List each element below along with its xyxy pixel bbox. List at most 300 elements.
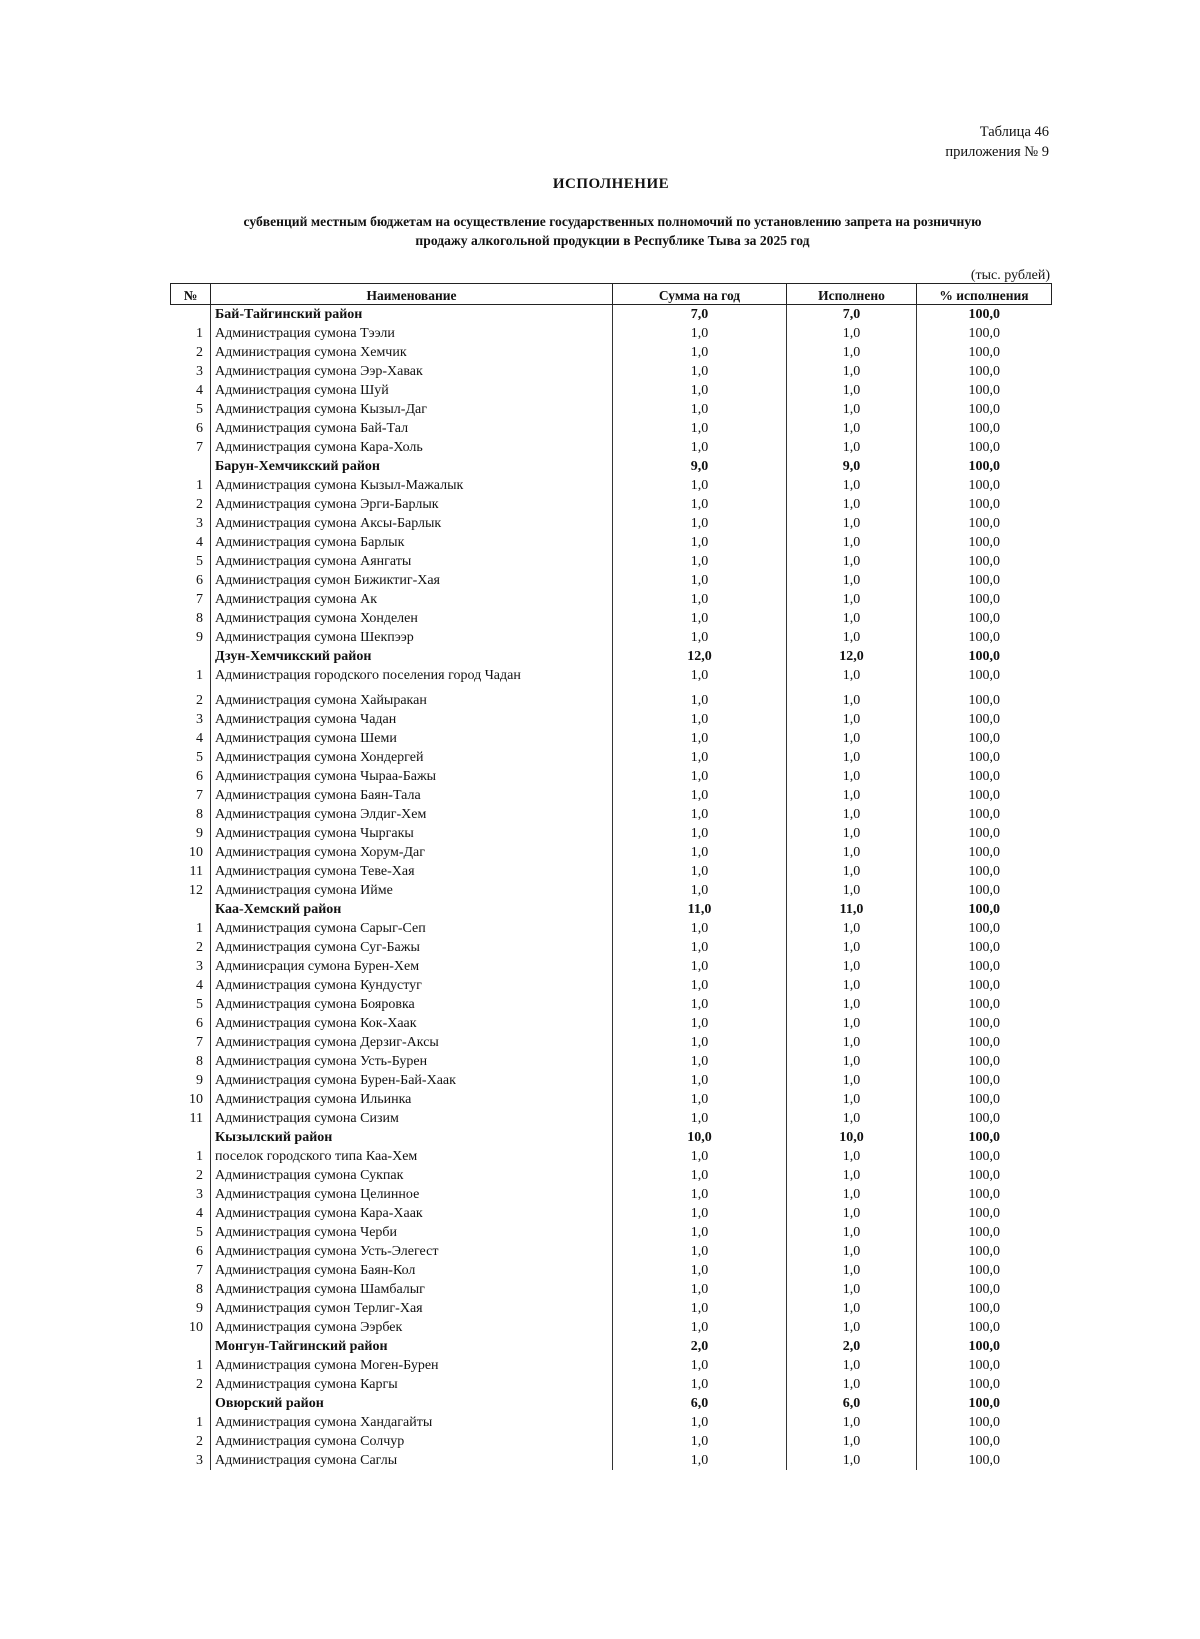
table-row <box>171 786 1052 805</box>
row-done: 1,0 <box>787 1014 917 1033</box>
row-percent: 100,0 <box>917 476 1052 495</box>
row-name: Монгун-Тайгинский район <box>211 1337 613 1356</box>
row-number <box>171 1394 211 1413</box>
row-done: 1,0 <box>787 1318 917 1337</box>
row-done: 1,0 <box>787 1204 917 1223</box>
row-number <box>171 1337 211 1356</box>
row-number: 3 <box>171 514 211 533</box>
table-row <box>171 1318 1052 1337</box>
row-done: 7,0 <box>787 305 917 325</box>
row-name: Администрация сумона Усть-Элегест <box>211 1242 613 1261</box>
table-row <box>171 1242 1052 1261</box>
table-row <box>171 1223 1052 1242</box>
row-sum: 1,0 <box>613 1166 787 1185</box>
table-row <box>171 748 1052 767</box>
row-percent: 100,0 <box>917 1014 1052 1033</box>
row-number: 1 <box>171 1147 211 1166</box>
row-done: 1,0 <box>787 1451 917 1470</box>
row-number: 8 <box>171 609 211 628</box>
row-name: Каа-Хемский район <box>211 900 613 919</box>
row-sum: 1,0 <box>613 1033 787 1052</box>
execution-table <box>170 283 1052 1470</box>
table-row <box>171 1413 1052 1432</box>
row-number: 5 <box>171 995 211 1014</box>
table-row <box>171 628 1052 647</box>
row-done: 1,0 <box>787 1280 917 1299</box>
row-sum: 1,0 <box>613 710 787 729</box>
row-done: 1,0 <box>787 362 917 381</box>
row-number: 6 <box>171 419 211 438</box>
row-percent: 100,0 <box>917 552 1052 571</box>
row-sum: 1,0 <box>613 1413 787 1432</box>
row-name: Администрация сумон Терлиг-Хая <box>211 1299 613 1318</box>
row-number: 1 <box>171 666 211 691</box>
row-done: 1,0 <box>787 1185 917 1204</box>
column-header-percent: % исполнения <box>917 284 1052 305</box>
table-row <box>171 419 1052 438</box>
row-done: 1,0 <box>787 1052 917 1071</box>
row-sum: 1,0 <box>613 438 787 457</box>
row-name: Администрация сумона Чыргакы <box>211 824 613 843</box>
row-name: Администрация сумона Теве-Хая <box>211 862 613 881</box>
row-done: 1,0 <box>787 419 917 438</box>
row-sum: 1,0 <box>613 324 787 343</box>
row-name: Администрация сумона Хандагайты <box>211 1413 613 1432</box>
row-done: 1,0 <box>787 1413 917 1432</box>
column-header-sum: Сумма на год <box>613 284 787 305</box>
row-done: 1,0 <box>787 1223 917 1242</box>
row-percent: 100,0 <box>917 786 1052 805</box>
row-sum: 1,0 <box>613 824 787 843</box>
row-number: 9 <box>171 1299 211 1318</box>
row-done: 1,0 <box>787 1432 917 1451</box>
appendix-number: приложения № 9 <box>945 144 1049 160</box>
row-name: Администрация сумона Шекпээр <box>211 628 613 647</box>
subtitle-line-2: продажу алкогольной продукции в Республике Тыва за 2025 год <box>415 233 810 248</box>
row-sum: 1,0 <box>613 495 787 514</box>
row-percent: 100,0 <box>917 1109 1052 1128</box>
table-row <box>171 533 1052 552</box>
row-done: 1,0 <box>787 438 917 457</box>
table-row <box>171 1052 1052 1071</box>
row-sum: 1,0 <box>613 729 787 748</box>
row-number: 4 <box>171 729 211 748</box>
table-row <box>171 609 1052 628</box>
row-number: 1 <box>171 324 211 343</box>
row-number: 8 <box>171 805 211 824</box>
table-row <box>171 805 1052 824</box>
row-sum: 7,0 <box>613 305 787 325</box>
table-row <box>171 995 1052 1014</box>
row-done: 1,0 <box>787 1109 917 1128</box>
table-row <box>171 710 1052 729</box>
row-sum: 1,0 <box>613 976 787 995</box>
row-sum: 1,0 <box>613 343 787 362</box>
row-done: 1,0 <box>787 476 917 495</box>
row-name: Администрация сумона Бурен-Бай-Хаак <box>211 1071 613 1090</box>
table-row <box>171 1375 1052 1394</box>
row-name: Администрация сумона Хайыракан <box>211 691 613 710</box>
table-row <box>171 843 1052 862</box>
row-percent: 100,0 <box>917 571 1052 590</box>
row-number: 1 <box>171 1413 211 1432</box>
row-percent: 100,0 <box>917 957 1052 976</box>
row-done: 1,0 <box>787 1356 917 1375</box>
row-percent: 100,0 <box>917 824 1052 843</box>
row-number: 5 <box>171 748 211 767</box>
row-done: 1,0 <box>787 609 917 628</box>
row-percent: 100,0 <box>917 995 1052 1014</box>
row-percent: 100,0 <box>917 514 1052 533</box>
row-percent: 100,0 <box>917 1318 1052 1337</box>
row-name: Администрация сумона Кок-Хаак <box>211 1014 613 1033</box>
document-title: ИСПОЛНЕНИЕ <box>552 176 670 192</box>
table-row <box>171 438 1052 457</box>
row-done: 1,0 <box>787 976 917 995</box>
row-done: 1,0 <box>787 881 917 900</box>
row-number <box>171 305 211 325</box>
row-number: 6 <box>171 1242 211 1261</box>
row-number <box>171 1128 211 1147</box>
row-name: Администрация сумона Дерзиг-Аксы <box>211 1033 613 1052</box>
table-header-row <box>171 284 1052 305</box>
table-row <box>171 824 1052 843</box>
row-number: 2 <box>171 1432 211 1451</box>
row-sum: 1,0 <box>613 666 787 691</box>
table-row <box>171 881 1052 900</box>
row-name: Администрация сумона Чадан <box>211 710 613 729</box>
row-percent: 100,0 <box>917 900 1052 919</box>
row-name: Администрация сумона Целинное <box>211 1185 613 1204</box>
row-sum: 1,0 <box>613 767 787 786</box>
row-done: 1,0 <box>787 748 917 767</box>
row-number: 10 <box>171 843 211 862</box>
row-name: Администрация сумона Кара-Хаак <box>211 1204 613 1223</box>
row-sum: 1,0 <box>613 1147 787 1166</box>
row-number: 9 <box>171 628 211 647</box>
row-name: Администрация сумона Сукпак <box>211 1166 613 1185</box>
table-row <box>171 514 1052 533</box>
row-number: 2 <box>171 495 211 514</box>
row-name: Администрация сумона Кундустуг <box>211 976 613 995</box>
row-percent: 100,0 <box>917 457 1052 476</box>
row-sum: 1,0 <box>613 862 787 881</box>
row-percent: 100,0 <box>917 691 1052 710</box>
row-percent: 100,0 <box>917 324 1052 343</box>
row-number: 4 <box>171 1204 211 1223</box>
units-label: (тыс. рублей) <box>970 268 1050 283</box>
table-row <box>171 691 1052 710</box>
row-name: Администрация сумона Усть-Бурен <box>211 1052 613 1071</box>
row-name: Администрация сумона Чыраа-Бажы <box>211 767 613 786</box>
row-number <box>171 457 211 476</box>
row-percent: 100,0 <box>917 381 1052 400</box>
row-name: Администрация сумона Баян-Кол <box>211 1261 613 1280</box>
row-number: 11 <box>171 1109 211 1128</box>
row-done: 1,0 <box>787 862 917 881</box>
row-number: 4 <box>171 533 211 552</box>
row-name: Администрация сумона Хонделен <box>211 609 613 628</box>
row-name: Администрация сумона Хорум-Даг <box>211 843 613 862</box>
row-done: 1,0 <box>787 571 917 590</box>
row-sum: 1,0 <box>613 514 787 533</box>
table-row <box>171 1451 1052 1470</box>
row-number: 6 <box>171 571 211 590</box>
row-done: 1,0 <box>787 710 917 729</box>
row-sum: 1,0 <box>613 843 787 862</box>
row-name: Администрация сумона Тээли <box>211 324 613 343</box>
row-percent: 100,0 <box>917 1052 1052 1071</box>
row-name: Администрация сумона Суг-Бажы <box>211 938 613 957</box>
table-row <box>171 1090 1052 1109</box>
row-done: 1,0 <box>787 533 917 552</box>
row-number: 2 <box>171 938 211 957</box>
row-sum: 1,0 <box>613 919 787 938</box>
row-number: 3 <box>171 1185 211 1204</box>
table-row <box>171 400 1052 419</box>
row-done: 9,0 <box>787 457 917 476</box>
row-percent: 100,0 <box>917 1280 1052 1299</box>
table-row <box>171 919 1052 938</box>
row-percent: 100,0 <box>917 400 1052 419</box>
row-sum: 2,0 <box>613 1337 787 1356</box>
row-done: 1,0 <box>787 957 917 976</box>
row-percent: 100,0 <box>917 666 1052 691</box>
row-done: 1,0 <box>787 1375 917 1394</box>
row-percent: 100,0 <box>917 938 1052 957</box>
row-number: 2 <box>171 343 211 362</box>
table-row <box>171 495 1052 514</box>
row-percent: 100,0 <box>917 976 1052 995</box>
row-percent: 100,0 <box>917 1204 1052 1223</box>
table-row <box>171 767 1052 786</box>
row-done: 1,0 <box>787 590 917 609</box>
row-sum: 10,0 <box>613 1128 787 1147</box>
row-percent: 100,0 <box>917 305 1052 325</box>
row-name: Администрация сумона Шеми <box>211 729 613 748</box>
row-sum: 1,0 <box>613 1375 787 1394</box>
row-name: Администрация сумона Барлык <box>211 533 613 552</box>
table-row <box>171 590 1052 609</box>
row-name: поселок городского типа Каа-Хем <box>211 1147 613 1166</box>
table-row <box>171 957 1052 976</box>
row-number: 7 <box>171 1261 211 1280</box>
row-sum: 1,0 <box>613 786 787 805</box>
row-done: 2,0 <box>787 1337 917 1356</box>
row-done: 1,0 <box>787 995 917 1014</box>
table-row <box>171 1261 1052 1280</box>
row-name: Администрация сумона Кызыл-Мажалык <box>211 476 613 495</box>
row-sum: 1,0 <box>613 938 787 957</box>
row-number: 7 <box>171 438 211 457</box>
row-sum: 1,0 <box>613 362 787 381</box>
row-sum: 1,0 <box>613 1318 787 1337</box>
row-sum: 1,0 <box>613 1261 787 1280</box>
row-sum: 9,0 <box>613 457 787 476</box>
row-percent: 100,0 <box>917 1394 1052 1413</box>
row-number: 7 <box>171 1033 211 1052</box>
row-sum: 1,0 <box>613 1242 787 1261</box>
table-row <box>171 362 1052 381</box>
row-sum: 1,0 <box>613 995 787 1014</box>
document-subtitle <box>175 212 1050 250</box>
row-percent: 100,0 <box>917 1185 1052 1204</box>
table-row <box>171 324 1052 343</box>
row-sum: 1,0 <box>613 1356 787 1375</box>
row-done: 1,0 <box>787 1166 917 1185</box>
row-done: 10,0 <box>787 1128 917 1147</box>
row-number <box>171 900 211 919</box>
row-number: 6 <box>171 767 211 786</box>
row-done: 1,0 <box>787 495 917 514</box>
row-number: 9 <box>171 1071 211 1090</box>
row-number: 3 <box>171 957 211 976</box>
row-sum: 1,0 <box>613 881 787 900</box>
row-sum: 1,0 <box>613 381 787 400</box>
table-row <box>171 1280 1052 1299</box>
table-row <box>171 976 1052 995</box>
row-sum: 1,0 <box>613 609 787 628</box>
row-name: Администрация сумона Ээр-Хавак <box>211 362 613 381</box>
table-row <box>171 343 1052 362</box>
row-percent: 100,0 <box>917 1375 1052 1394</box>
table-row <box>171 1014 1052 1033</box>
table-row <box>171 476 1052 495</box>
row-name: Дзун-Хемчикский район <box>211 647 613 666</box>
row-number: 5 <box>171 1223 211 1242</box>
district-row <box>171 457 1052 476</box>
row-done: 1,0 <box>787 1071 917 1090</box>
column-header-name: Наименование <box>211 284 613 305</box>
row-name: Администрация сумона Шуй <box>211 381 613 400</box>
row-sum: 1,0 <box>613 1185 787 1204</box>
row-percent: 100,0 <box>917 710 1052 729</box>
row-name: Администрация сумона Бояровка <box>211 995 613 1014</box>
row-done: 6,0 <box>787 1394 917 1413</box>
row-number <box>171 647 211 666</box>
table-row <box>171 1071 1052 1090</box>
table-body <box>171 305 1052 1471</box>
row-name: Администрация сумона Аянгаты <box>211 552 613 571</box>
row-name: Администрация сумона Аксы-Барлык <box>211 514 613 533</box>
table-row <box>171 1299 1052 1318</box>
row-percent: 100,0 <box>917 1356 1052 1375</box>
row-sum: 11,0 <box>613 900 787 919</box>
table-row <box>171 1204 1052 1223</box>
row-done: 1,0 <box>787 1033 917 1052</box>
row-name: Администрация сумона Ийме <box>211 881 613 900</box>
row-number: 1 <box>171 1356 211 1375</box>
table-number: Таблица 46 <box>979 124 1049 140</box>
row-sum: 1,0 <box>613 1280 787 1299</box>
row-name: Барун-Хемчикский район <box>211 457 613 476</box>
row-number: 8 <box>171 1052 211 1071</box>
row-number: 5 <box>171 400 211 419</box>
row-done: 1,0 <box>787 552 917 571</box>
row-number: 7 <box>171 786 211 805</box>
table-row <box>171 381 1052 400</box>
row-done: 1,0 <box>787 324 917 343</box>
row-name: Администрация сумона Ильинка <box>211 1090 613 1109</box>
row-number: 3 <box>171 1451 211 1470</box>
table-row <box>171 1356 1052 1375</box>
row-done: 1,0 <box>787 805 917 824</box>
row-name: Администрация сумона Черби <box>211 1223 613 1242</box>
row-percent: 100,0 <box>917 748 1052 767</box>
row-name: Администрация сумона Бай-Тал <box>211 419 613 438</box>
row-percent: 100,0 <box>917 1147 1052 1166</box>
row-percent: 100,0 <box>917 1166 1052 1185</box>
row-percent: 100,0 <box>917 729 1052 748</box>
row-sum: 1,0 <box>613 590 787 609</box>
row-done: 1,0 <box>787 1242 917 1261</box>
subtitle-line-1: субвенций местным бюджетам на осуществление государственных полномочий по установлению запрета на розничную <box>243 214 982 229</box>
row-name: Администрация сумона Саглы <box>211 1451 613 1470</box>
row-percent: 100,0 <box>917 1128 1052 1147</box>
row-number: 2 <box>171 1166 211 1185</box>
row-percent: 100,0 <box>917 1033 1052 1052</box>
row-number: 2 <box>171 691 211 710</box>
row-name: Админисрация сумона Бурен-Хем <box>211 957 613 976</box>
row-name: Администрация сумона Моген-Бурен <box>211 1356 613 1375</box>
row-number: 1 <box>171 919 211 938</box>
row-done: 1,0 <box>787 729 917 748</box>
row-number: 4 <box>171 976 211 995</box>
row-number: 3 <box>171 710 211 729</box>
row-done: 1,0 <box>787 381 917 400</box>
row-percent: 100,0 <box>917 1299 1052 1318</box>
row-sum: 1,0 <box>613 1299 787 1318</box>
district-row <box>171 647 1052 666</box>
row-sum: 1,0 <box>613 1071 787 1090</box>
district-row <box>171 1394 1052 1413</box>
row-done: 1,0 <box>787 666 917 691</box>
row-name: Администрация сумона Ээрбек <box>211 1318 613 1337</box>
row-name: Администрация сумона Кызыл-Даг <box>211 400 613 419</box>
district-row <box>171 1128 1052 1147</box>
row-percent: 100,0 <box>917 343 1052 362</box>
table-row <box>171 862 1052 881</box>
row-number: 6 <box>171 1014 211 1033</box>
row-sum: 1,0 <box>613 1223 787 1242</box>
row-name: Администрация городского поселения город Чадан <box>211 666 613 691</box>
row-percent: 100,0 <box>917 647 1052 666</box>
row-percent: 100,0 <box>917 1413 1052 1432</box>
row-number: 5 <box>171 552 211 571</box>
row-sum: 1,0 <box>613 805 787 824</box>
row-name: Администрация сумона Эрги-Барлык <box>211 495 613 514</box>
row-done: 1,0 <box>787 628 917 647</box>
row-done: 11,0 <box>787 900 917 919</box>
table-row <box>171 729 1052 748</box>
row-done: 1,0 <box>787 514 917 533</box>
table-row <box>171 552 1052 571</box>
row-sum: 1,0 <box>613 748 787 767</box>
row-sum: 1,0 <box>613 1204 787 1223</box>
row-percent: 100,0 <box>917 628 1052 647</box>
row-percent: 100,0 <box>917 1242 1052 1261</box>
table-row <box>171 666 1052 691</box>
row-sum: 1,0 <box>613 1109 787 1128</box>
row-done: 1,0 <box>787 1147 917 1166</box>
row-name: Администрация сумона Хемчик <box>211 343 613 362</box>
row-percent: 100,0 <box>917 805 1052 824</box>
row-number: 1 <box>171 476 211 495</box>
row-number: 12 <box>171 881 211 900</box>
column-header-done: Исполнено <box>787 284 917 305</box>
row-name: Администрация сумона Элдиг-Хем <box>211 805 613 824</box>
row-percent: 100,0 <box>917 919 1052 938</box>
